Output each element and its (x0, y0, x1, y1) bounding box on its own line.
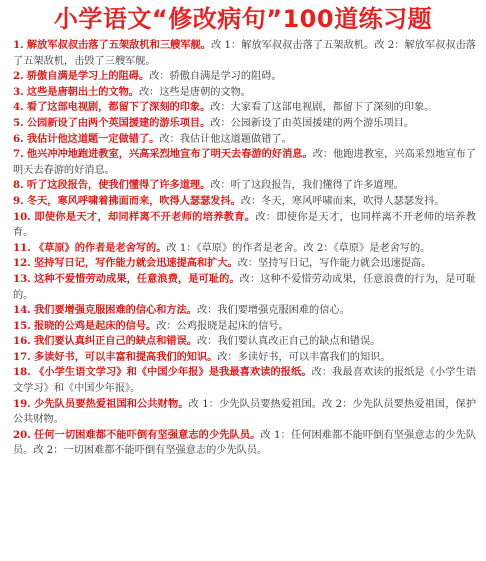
faulty-sentence: 解放军叔叔击落了五架敌机和三艘军舰。 (26, 39, 211, 51)
item-number: 20. (13, 428, 31, 441)
item-number: 9. (13, 194, 24, 207)
corrected-sentence: 改：骄傲自满是学习的阻碍。 (149, 71, 282, 83)
faulty-sentence: 听了这段报告，使我们懂得了许多道理。 (26, 179, 211, 192)
exercise-item (13, 69, 476, 85)
item-number: 18. (13, 366, 31, 379)
item-number: 3. (13, 85, 24, 98)
item-number: 8. (13, 179, 24, 192)
exercise-item (13, 428, 476, 459)
exercise-item (13, 85, 476, 101)
item-number: 16. (13, 335, 31, 348)
corrected-sentence: 改：我们要认真改正自己的缺点和错误。 (196, 336, 381, 348)
faulty-sentence: 我们要增强克服困难的信心和方法。 (33, 304, 197, 317)
faulty-sentence: 我们要认真纠正自己的缺点和错误。 (33, 335, 197, 348)
item-number: 11. (13, 241, 31, 254)
exercise-item (13, 116, 476, 132)
corrected-sentence: 改：公园新设了由英国援建的两个游乐项目。 (210, 117, 415, 129)
exercise-item (13, 132, 476, 148)
exercise-item (13, 38, 476, 69)
document-title: 小学语文“修改病句”100道练习题 (53, 5, 433, 33)
exercise-item (13, 303, 476, 319)
exercise-item (13, 350, 476, 366)
faulty-sentence: 看了这部电视剧，都留下了深刻的印象。 (26, 101, 211, 114)
corrected-sentence: 改：坚持写日记，写作能力就会迅速提高。 (237, 258, 432, 270)
exercise-item (13, 100, 476, 116)
faulty-sentence: 公园新设了由两个英国援建的游乐项目。 (26, 116, 211, 129)
faulty-sentence: 报晓的公鸡是起床的信号。 (33, 319, 157, 332)
item-number: 7. (13, 148, 24, 161)
faulty-sentence: 这种不爱惜劳动成果，任意浪费，是可耻的。 (34, 272, 240, 285)
corrected-sentence: 改 1：少先队员要热爱祖国。改 2：少先队员要热爱祖国，保护公共财物。 (13, 398, 477, 426)
faulty-sentence: 骄傲自满是学习上的阻碍。 (26, 70, 150, 83)
exercise-item (13, 194, 476, 210)
item-number: 14. (13, 304, 31, 317)
faulty-sentence: 任何一切困难都不能吓倒有坚强意志的少先队员。 (34, 428, 261, 441)
corrected-sentence: 改：这种不爱惜劳动成果，任意浪费的行为，是可耻的。 (13, 273, 477, 301)
corrected-sentence: 改：大家看了这部电视剧，都留下了深刻的印象。 (210, 102, 435, 114)
faulty-sentence: 他兴冲冲地跑进教室，兴高采烈地宣布了明天去春游的好消息。 (26, 148, 313, 161)
corrected-sentence: 改：冬天，寒风呼啸而来，吹得人瑟瑟发抖。 (240, 195, 445, 207)
exercise-item (13, 210, 476, 241)
corrected-sentence: 改：听了这段报告，我们懂得了许多道理。 (210, 180, 404, 192)
item-number: 15. (13, 319, 31, 332)
faulty-sentence: 多读好书，可以丰富和提高我们的知识。 (33, 350, 218, 363)
exercise-item (13, 178, 476, 194)
item-number: 10. (13, 210, 31, 223)
item-number: 17. (13, 350, 31, 363)
corrected-sentence: 改：他跑进教室，兴高采烈地宣布了明天去春游的好消息。 (13, 149, 476, 176)
corrected-sentence: 改：公鸡报晓是起床的信号。 (156, 320, 289, 332)
exercise-item (13, 397, 476, 428)
corrected-sentence: 改：我估计他这道题做错了。 (159, 133, 292, 145)
faulty-sentence: 我估计他这道题一定做错了。 (26, 132, 160, 145)
exercise-list (0, 38, 486, 459)
faulty-sentence: 《小学生语文学习》和《中国少年报》是我最喜欢读的报纸。 (34, 366, 312, 379)
item-number: 12. (13, 257, 31, 270)
item-number: 13. (13, 272, 31, 285)
corrected-sentence: 改：这些是唐朝的文物。 (138, 86, 252, 98)
corrected-sentence: 改 1：解放军叔叔击落了五架敌机。改 2：解放军叔叔击落了五架敌机，击毁了三艘军舰。 (13, 40, 476, 67)
item-number: 5. (13, 116, 24, 129)
exercise-item (13, 241, 476, 257)
corrected-sentence: 改 1：《草原》的作者是老舍。改 2：《草原》是老舍写的。 (166, 242, 431, 254)
exercise-item (13, 319, 476, 335)
exercise-item (13, 334, 476, 350)
faulty-sentence: 少先队员要热爱祖国和公共财物。 (34, 397, 189, 410)
item-number: 1. (13, 39, 24, 51)
item-number: 19. (13, 397, 31, 410)
exercise-item (13, 256, 476, 272)
faulty-sentence: 坚持写日记，写作能力就会迅速提高和扩大。 (33, 257, 238, 270)
exercise-item (13, 365, 476, 396)
item-number: 6. (13, 132, 24, 145)
corrected-sentence: 改 1：任何困难都不能吓倒有坚强意志的少先队员。改 2：一切困难都不能吓倒有坚强意志的少先队员。 (13, 429, 477, 457)
faulty-sentence: 这些是唐朝出土的文物。 (26, 85, 139, 98)
faulty-sentence: 冬天，寒风呼啸着拂面而来，吹得人瑟瑟发抖。 (26, 194, 241, 207)
corrected-sentence: 改：即使你是天才，也同样离不开老师的培养教育。 (13, 211, 476, 239)
item-number: 2. (13, 70, 24, 83)
exercise-item (13, 272, 476, 303)
exercise-item (13, 147, 476, 178)
faulty-sentence: 即使你是天才，却同样离不开老师的培养教育。 (34, 210, 256, 223)
corrected-sentence: 改：我最喜欢读的报纸是《小学生语文学习》和《中国少年报》。 (13, 367, 477, 395)
corrected-sentence: 改：多读好书，可以丰富我们的知识。 (217, 351, 391, 363)
faulty-sentence: 《草原》的作者是老舍写的。 (33, 241, 167, 254)
corrected-sentence: 改：我们要增强克服困难的信心。 (196, 305, 350, 317)
item-number: 4. (13, 101, 24, 114)
